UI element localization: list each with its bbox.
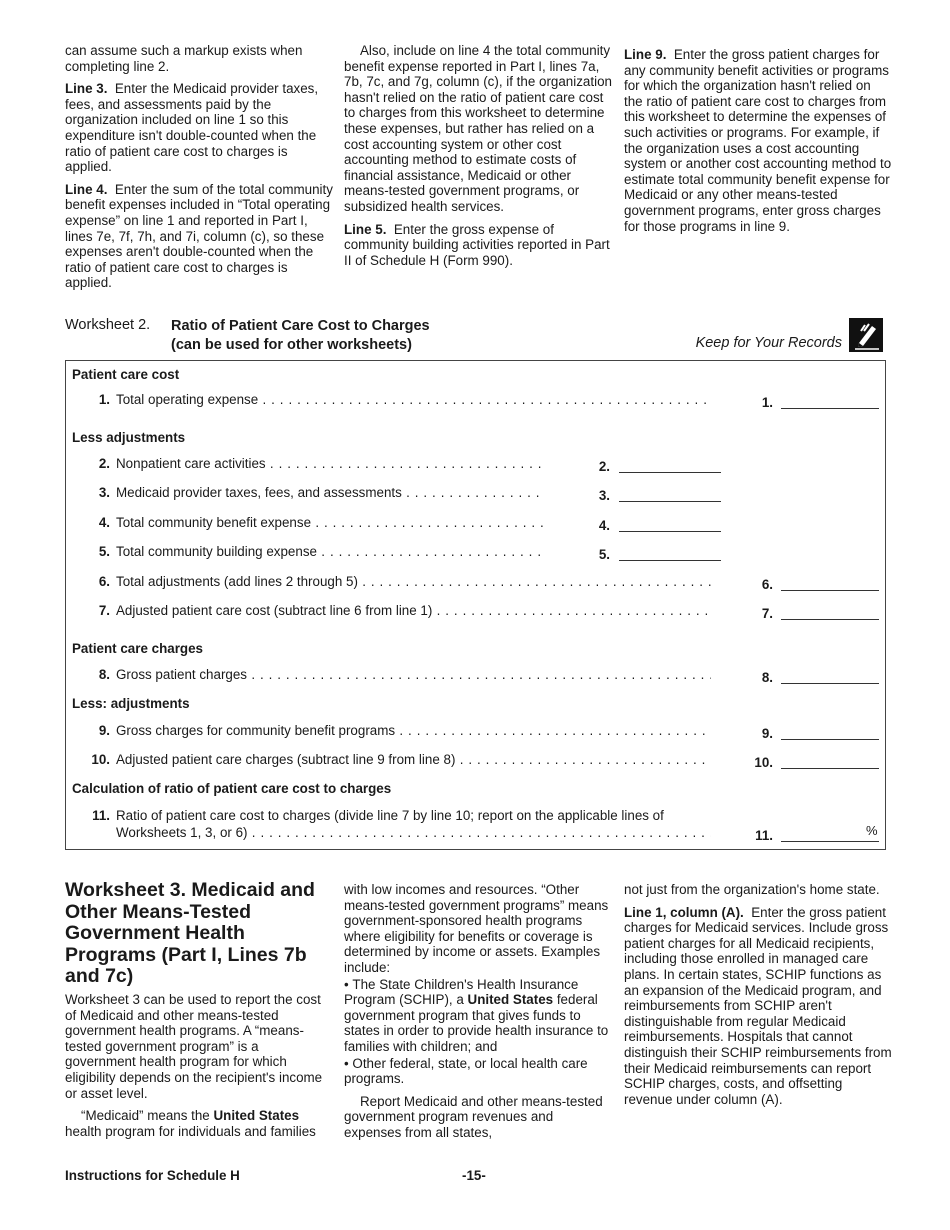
line-ref: 11. (755, 828, 773, 843)
worksheet-line-4 (66, 515, 885, 533)
section-heading: Less adjustments (72, 430, 186, 445)
line-label: Nonpatient care activities . . . (116, 456, 544, 471)
worksheet-2-title-line-2: (can be used for other worksheets) (171, 337, 412, 353)
line-number: 9. (98, 723, 110, 738)
worksheet-line-5 (66, 544, 885, 562)
paragraph: with low incomes and resources. “Other means-tested government programs” means government-sponsored health programs where eligibility for benefits or coverage is determined by income or assets. Examples include: (344, 882, 609, 975)
paragraph-lead: Line 3. (65, 81, 108, 97)
line-ref: 1. (761, 395, 773, 410)
line-label: Total adjustments (add lines 2 through 5) . . . (116, 574, 711, 589)
worksheet-2-table (65, 360, 886, 850)
bottom-column-2 (344, 882, 612, 1148)
worksheet-2-title (171, 317, 430, 355)
paragraph-line-9 (624, 47, 892, 234)
line-ref: 10. (754, 755, 773, 770)
line-number: 2. (98, 456, 110, 471)
bullet-icon: • (344, 976, 353, 992)
paragraph: not just from the organization's home state. (624, 882, 880, 897)
amount-field-7[interactable] (781, 619, 879, 620)
top-column-2 (344, 43, 612, 275)
section-heading: Patient care charges (72, 641, 203, 656)
section-heading: Patient care cost (72, 367, 180, 382)
bottom-column-1 (65, 992, 330, 1146)
bullet-item (344, 1056, 612, 1087)
bullet-text: federal government program that gives funds to states in order to provide health insurance to families with children; and (344, 992, 609, 1054)
line-label-part-2: Worksheets 1, 3, or 6) . . . (116, 825, 711, 840)
paragraph: can assume such a markup exists when completing line 2. (65, 43, 303, 74)
paragraph-text: Enter the gross patient charges for Medicaid services. Include gross patient charges for all Medicaid recipients, including those enrolled in managed care plans. In certain states, SCHIP functions as an expansion of the Medicaid program, and reimbursements from SCHIP aren't distinguishable from regular Medicaid reimbursements. Hospitals that cannot distinguish their SCHIP reimbursements from their Medicaid reimbursements can report SCHIP charges, costs, and offsetting revenue under column (A). (624, 904, 892, 1107)
worksheet-line-1 (66, 392, 885, 410)
worksheet-2-header (65, 316, 885, 356)
line-label: Gross charges for community benefit programs . . . (116, 723, 711, 738)
line-label: Adjusted patient care cost (subtract line 6 from line 1) . . . (116, 603, 711, 618)
paragraph: Worksheet 3 can be used to report the cost of Medicaid and other means-tested government health programs. A “means-tested government program” is a government health program for which eligibility depends on the recipient's income or asset level. (65, 992, 323, 1101)
paragraph-text: “Medicaid” means the (81, 1108, 214, 1124)
line-ref: 7. (761, 606, 773, 621)
worksheet-line-11 (66, 808, 885, 842)
line-number: 6. (98, 574, 110, 589)
bullet-text: The State Children's Health Insurance Program (SCHIP), a (344, 976, 579, 1008)
worksheet-line-9 (66, 723, 885, 741)
worksheet-line-10 (66, 752, 885, 770)
top-column-1 (65, 43, 333, 298)
paragraph-text: health program for individuals and families (65, 1123, 316, 1139)
paragraph-medicaid-def (65, 1108, 330, 1139)
worksheet-line-6 (66, 574, 885, 592)
pencil-icon (849, 318, 883, 352)
section-heading: Less: adjustments (72, 696, 190, 711)
line-number: 7. (98, 603, 110, 618)
line-label: Gross patient charges . . . (116, 667, 711, 682)
paragraph-lead: Line 1, column (A). (624, 904, 744, 920)
paragraph: Also, include on line 4 the total community benefit expense reported in Part I, lines 7a, 7b, 7c, and 7g, column (c), if the organization hasn't relied on the ratio of patient care cost to charges from this worksheet to determine these expenses, but rather has relied on a cost accounting system or other cost accounting method to estimate costs of financial assistance, Medicaid or other means-tested government programs, or subsidized health services. (344, 43, 612, 214)
line-number: 5. (98, 544, 110, 559)
line-number: 4. (98, 515, 110, 530)
paragraph-lead: Line 9. (624, 47, 667, 62)
amount-field-10[interactable] (781, 768, 879, 769)
amount-field-4[interactable] (619, 531, 721, 532)
amount-field-3[interactable] (619, 501, 721, 502)
paragraph-lead: Line 4. (65, 181, 108, 197)
page-number: -15- (462, 1168, 486, 1183)
ratio-field-11[interactable] (781, 841, 879, 842)
line-number: 10. (91, 752, 110, 767)
amount-field-6[interactable] (781, 590, 879, 591)
paragraph-bold: United States (213, 1108, 300, 1124)
paragraph-text: Enter the Medicaid provider taxes, fees, and assessments paid by the organization included on line 1 so this expenditure isn't double-counted when the ratio of patient care cost to charges is applied. (65, 81, 319, 175)
paragraph-line-3 (65, 81, 333, 175)
line-ref: 2. (598, 459, 610, 474)
worksheet-line-2 (66, 456, 885, 474)
line-number: 1. (98, 392, 110, 407)
worksheet-2-title-line-1: Ratio of Patient Care Cost to Charges (171, 318, 430, 334)
amount-field-2[interactable] (619, 472, 721, 473)
amount-field-9[interactable] (781, 739, 879, 740)
keep-for-records-note: Keep for Your Records (695, 335, 842, 351)
amount-field-5[interactable] (619, 560, 721, 561)
worksheet-line-8 (66, 667, 885, 685)
paragraph-text: Enter the gross expense of community building activities reported in Part II of Schedule H (Form 990). (344, 221, 610, 268)
line-ref: 9. (761, 726, 773, 741)
line-ref: 4. (598, 518, 610, 533)
line-label-part-1: Ratio of patient care cost to charges (divide line 7 by line 10; report on the applicable lines of (116, 808, 664, 823)
paragraph-lead: Line 5. (344, 221, 387, 237)
paragraph-line-4 (65, 182, 333, 291)
amount-field-1[interactable] (781, 408, 879, 409)
line-label: Total operating expense . . . (116, 392, 711, 407)
paragraph-text: Enter the sum of the total community benefit expenses included in “Total operating expense” on line 1 and reported in Part I, lines 7e, 7f, 7h, and 7i, column (c), so these expenses aren't double-counted when the ratio of patient care cost to charges is applied. (65, 181, 333, 291)
line-ref: 8. (761, 670, 773, 685)
paragraph-line-5 (344, 222, 612, 269)
paragraph-line-1-col-a (624, 905, 892, 1108)
line-label: Total community building expense . . . (116, 544, 544, 559)
top-column-3 (624, 47, 892, 241)
worksheet-3-title: Worksheet 3. Medicaid and Other Means-Tested Government Health Programs (Part I, Lines 7b and 7c) (65, 879, 315, 987)
footer-title: Instructions for Schedule H (65, 1168, 240, 1183)
amount-field-8[interactable] (781, 683, 879, 684)
line-label: Adjusted patient care charges (subtract line 9 from line 8) . . . (116, 752, 711, 767)
line-label: Total community benefit expense . . . (116, 515, 544, 530)
line-ref: 3. (598, 488, 610, 503)
line-number: 11. (92, 808, 110, 823)
worksheet-line-7 (66, 603, 885, 621)
line-number: 3. (98, 485, 110, 500)
line-label: Medicaid provider taxes, fees, and assessments . . . (116, 485, 544, 500)
line-number: 8. (98, 667, 110, 682)
paragraph-text: Enter the gross patient charges for any community benefit activities or programs for which the organization hasn't relied on the ratio of patient care cost to charges from this worksheet to determine the expenses of such activities or programs. For example, if the organization uses a cost accounting system or another cost accounting method to estimate total community benefit expense for Medicaid or any other means-tested government programs, enter gross charges for those programs in line 9. (624, 47, 892, 234)
bottom-column-3 (624, 882, 892, 1114)
line-ref: 5. (598, 547, 610, 562)
percent-sign: % (866, 823, 878, 838)
section-heading: Calculation of ratio of patient care cost to charges (72, 781, 392, 796)
bullet-bold: United States (467, 992, 554, 1008)
bullet-icon: • (344, 1055, 353, 1071)
line-ref: 6. (761, 577, 773, 592)
worksheet-line-3 (66, 485, 885, 503)
bullet-item (344, 977, 612, 1055)
worksheet-2-label: Worksheet 2. (65, 317, 151, 333)
bullet-text: Other federal, state, or local health care programs. (344, 1055, 588, 1087)
paragraph: Report Medicaid and other means-tested government program revenues and expenses from all states, (344, 1093, 603, 1140)
